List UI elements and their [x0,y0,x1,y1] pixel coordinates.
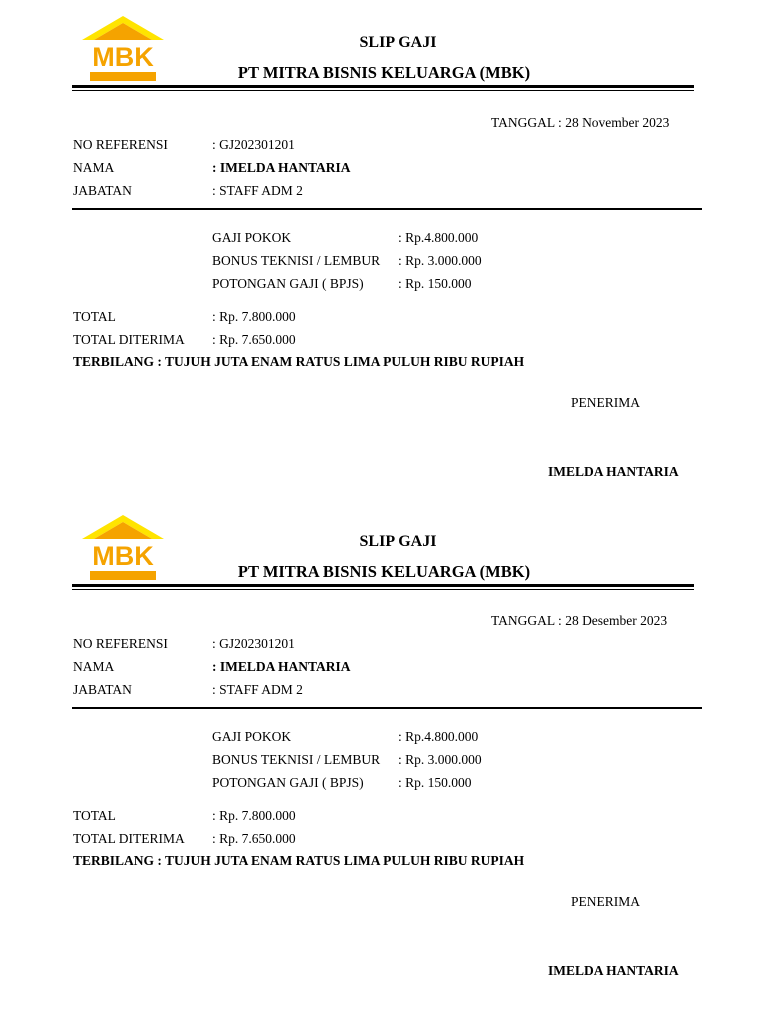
company-name: PT MITRA BISNIS KELUARGA (MBK) [237,63,531,82]
total-value: : Rp. 7.800.000 [212,808,296,823]
date-row: TANGGAL : 28 November 2023 [491,115,670,130]
item-value-deduction: : Rp. 150.000 [398,775,472,790]
slip-title: SLIP GAJI [359,533,437,550]
field-value-name: : IMELDA HANTARIA [212,160,351,175]
receiver-name: IMELDA HANTARIA [548,464,679,479]
date-value: 28 Desember 2023 [565,613,668,628]
field-value-name: : IMELDA HANTARIA [212,659,351,674]
date-value: 28 November 2023 [565,115,670,130]
item-value-base: : Rp.4.800.000 [398,230,479,245]
total-value: : Rp. 7.800.000 [212,309,296,324]
receiver-name: IMELDA HANTARIA [548,963,679,978]
item-value-bonus: : Rp. 3.000.000 [398,253,482,268]
company-name: PT MITRA BISNIS KELUARGA (MBK) [237,562,531,581]
salary-slip-1 [0,0,768,500]
field-value-position: : STAFF ADM 2 [212,183,303,198]
item-value-base: : Rp.4.800.000 [398,729,479,744]
item-value-bonus: : Rp. 3.000.000 [398,752,482,767]
total-received-label: TOTAL DITERIMA [73,831,185,846]
header-divider [72,584,694,587]
item-label-bonus: BONUS TEKNISI / LEMBUR [212,752,381,767]
item-label-bonus: BONUS TEKNISI / LEMBUR [212,253,381,268]
field-value-ref: : GJ202301201 [212,137,295,152]
item-label-deduction: POTONGAN GAJI ( BPJS) [212,276,364,291]
total-label: TOTAL [73,808,116,823]
svg-text:MBK: MBK [92,42,154,72]
total-received-value: : Rp. 7.650.000 [212,831,296,846]
salary-slip-2 [0,499,768,999]
slip-title: SLIP GAJI [359,34,437,51]
total-label: TOTAL [73,309,116,324]
item-value-deduction: : Rp. 150.000 [398,276,472,291]
amount-in-words: TERBILANG : TUJUH JUTA ENAM RATUS LIMA PULUH RIBU RUPIAH [73,853,525,868]
amount-in-words: TERBILANG : TUJUH JUTA ENAM RATUS LIMA PULUH RIBU RUPIAH [73,354,525,369]
section-divider [72,208,702,210]
header-divider-thin [72,90,694,91]
field-label-position: JABATAN [73,183,132,198]
field-label-ref: NO REFERENSI [73,137,168,152]
section-divider [72,707,702,709]
item-label-base: GAJI POKOK [212,729,292,744]
date-label: TANGGAL [491,115,555,130]
header-divider [72,85,694,88]
field-label-position: JABATAN [73,682,132,697]
field-label-name: NAMA [73,160,115,175]
receiver-label: PENERIMA [571,395,641,410]
field-value-position: : STAFF ADM 2 [212,682,303,697]
total-received-label: TOTAL DITERIMA [73,332,185,347]
total-received-value: : Rp. 7.650.000 [212,332,296,347]
field-value-ref: : GJ202301201 [212,636,295,651]
item-label-base: GAJI POKOK [212,230,292,245]
header-divider-thin [72,589,694,590]
field-label-ref: NO REFERENSI [73,636,168,651]
field-label-name: NAMA [73,659,115,674]
item-label-deduction: POTONGAN GAJI ( BPJS) [212,775,364,790]
date-row: TANGGAL : 28 Desember 2023 [491,613,668,628]
date-label: TANGGAL [491,613,555,628]
receiver-label: PENERIMA [571,894,641,909]
svg-text:MBK: MBK [92,541,154,571]
